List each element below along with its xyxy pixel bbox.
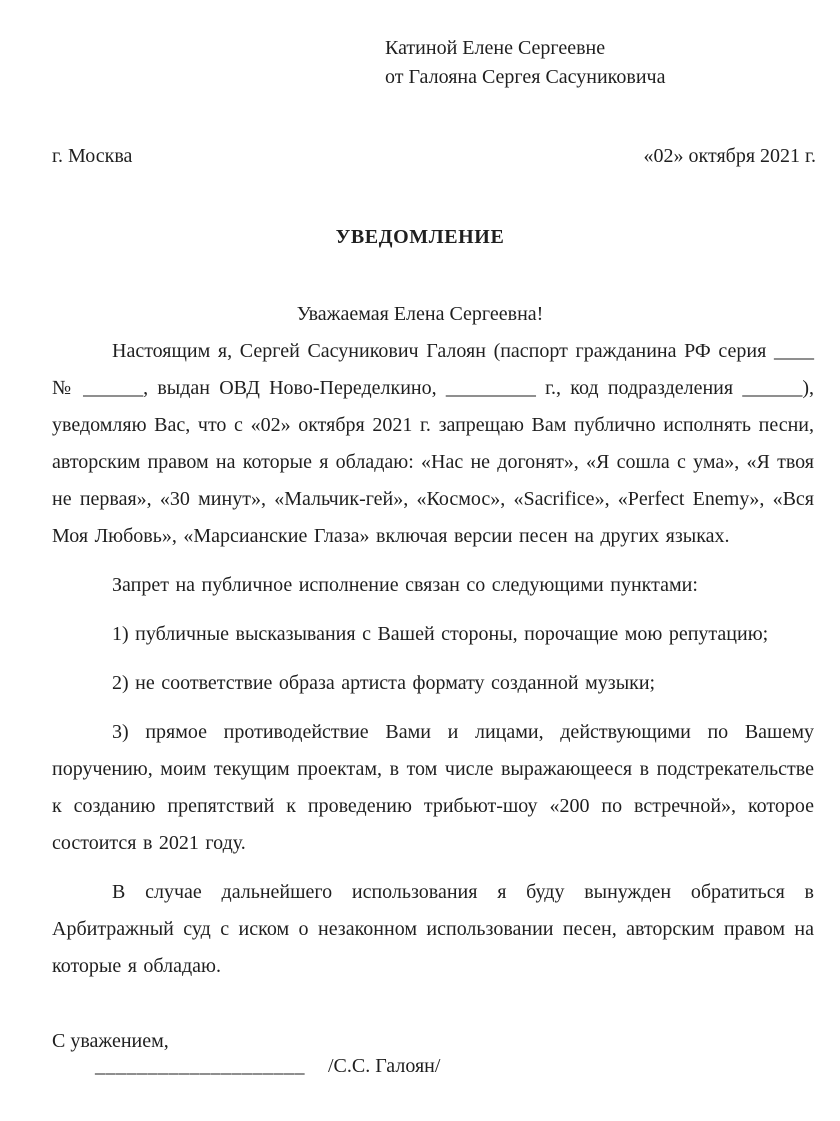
recipient-block xyxy=(385,0,840,92)
city-label: г. Москва xyxy=(52,145,133,167)
salutation: Уважаемая Елена Сергеевна! xyxy=(296,303,544,325)
signature-name: /С.С. Галоян/ xyxy=(328,1055,441,1077)
closing-line: С уважением, xyxy=(52,1030,169,1052)
signature-blank-line: ____________________ xyxy=(95,1055,305,1077)
paragraph-warning: В случае дальнейшего использования я буду вынужден обратиться в Арбитражный суд с иском о незаконном использовании песен, авторским правом на которые я обладаю. xyxy=(52,881,814,977)
city-date-row xyxy=(52,142,816,171)
signature-row xyxy=(95,1048,440,1085)
date-label: «02» октября 2021 г. xyxy=(643,145,816,167)
paragraph-reasons-intro: Запрет на публичное исполнение связан со следующими пунктами: xyxy=(112,574,698,596)
list-item-2: 2) не соответствие образа артиста формату созданной музыки; xyxy=(112,672,656,694)
list-item-1: 1) публичные высказывания с Вашей стороны, порочащие мою репутацию; xyxy=(112,623,769,645)
recipient-name: Катиной Елене Сергеевне xyxy=(385,37,606,59)
document-title: УВЕДОМЛЕНИЕ xyxy=(335,226,505,248)
list-item-3: 3) прямое противодействие Вами и лицами, действующими по Вашему поручению, моим текущим проектам, в том числе выражающееся в подстрекательстве к созданию препятствий к проведению трибьют-шоу «200 по встречной», которое состоится в 2021 году. xyxy=(52,721,814,854)
sender-name: от Галояна Сергея Сасуниковича xyxy=(385,66,666,88)
paragraph-main: Настоящим я, Сергей Сасуникович Галоян (паспорт гражданина РФ серия ____ № ______, выдан ОВД Ново-Переделкино, _________ г., код подразделения ______), уведомляю Вас, что с «02» октября 2021 г. запрещаю Вам публично исполнять песни, авторским правом на которые я обладаю: «Нас не догонят», «Я сошла с ума», «Я твоя не первая», «30 минут», «Мальчик-гей», «Космос», «Sacrifice», «Perfect Enemy», «Вся Моя Любовь», «Марсианские Глаза» включая версии песен на других языках. xyxy=(52,340,814,547)
